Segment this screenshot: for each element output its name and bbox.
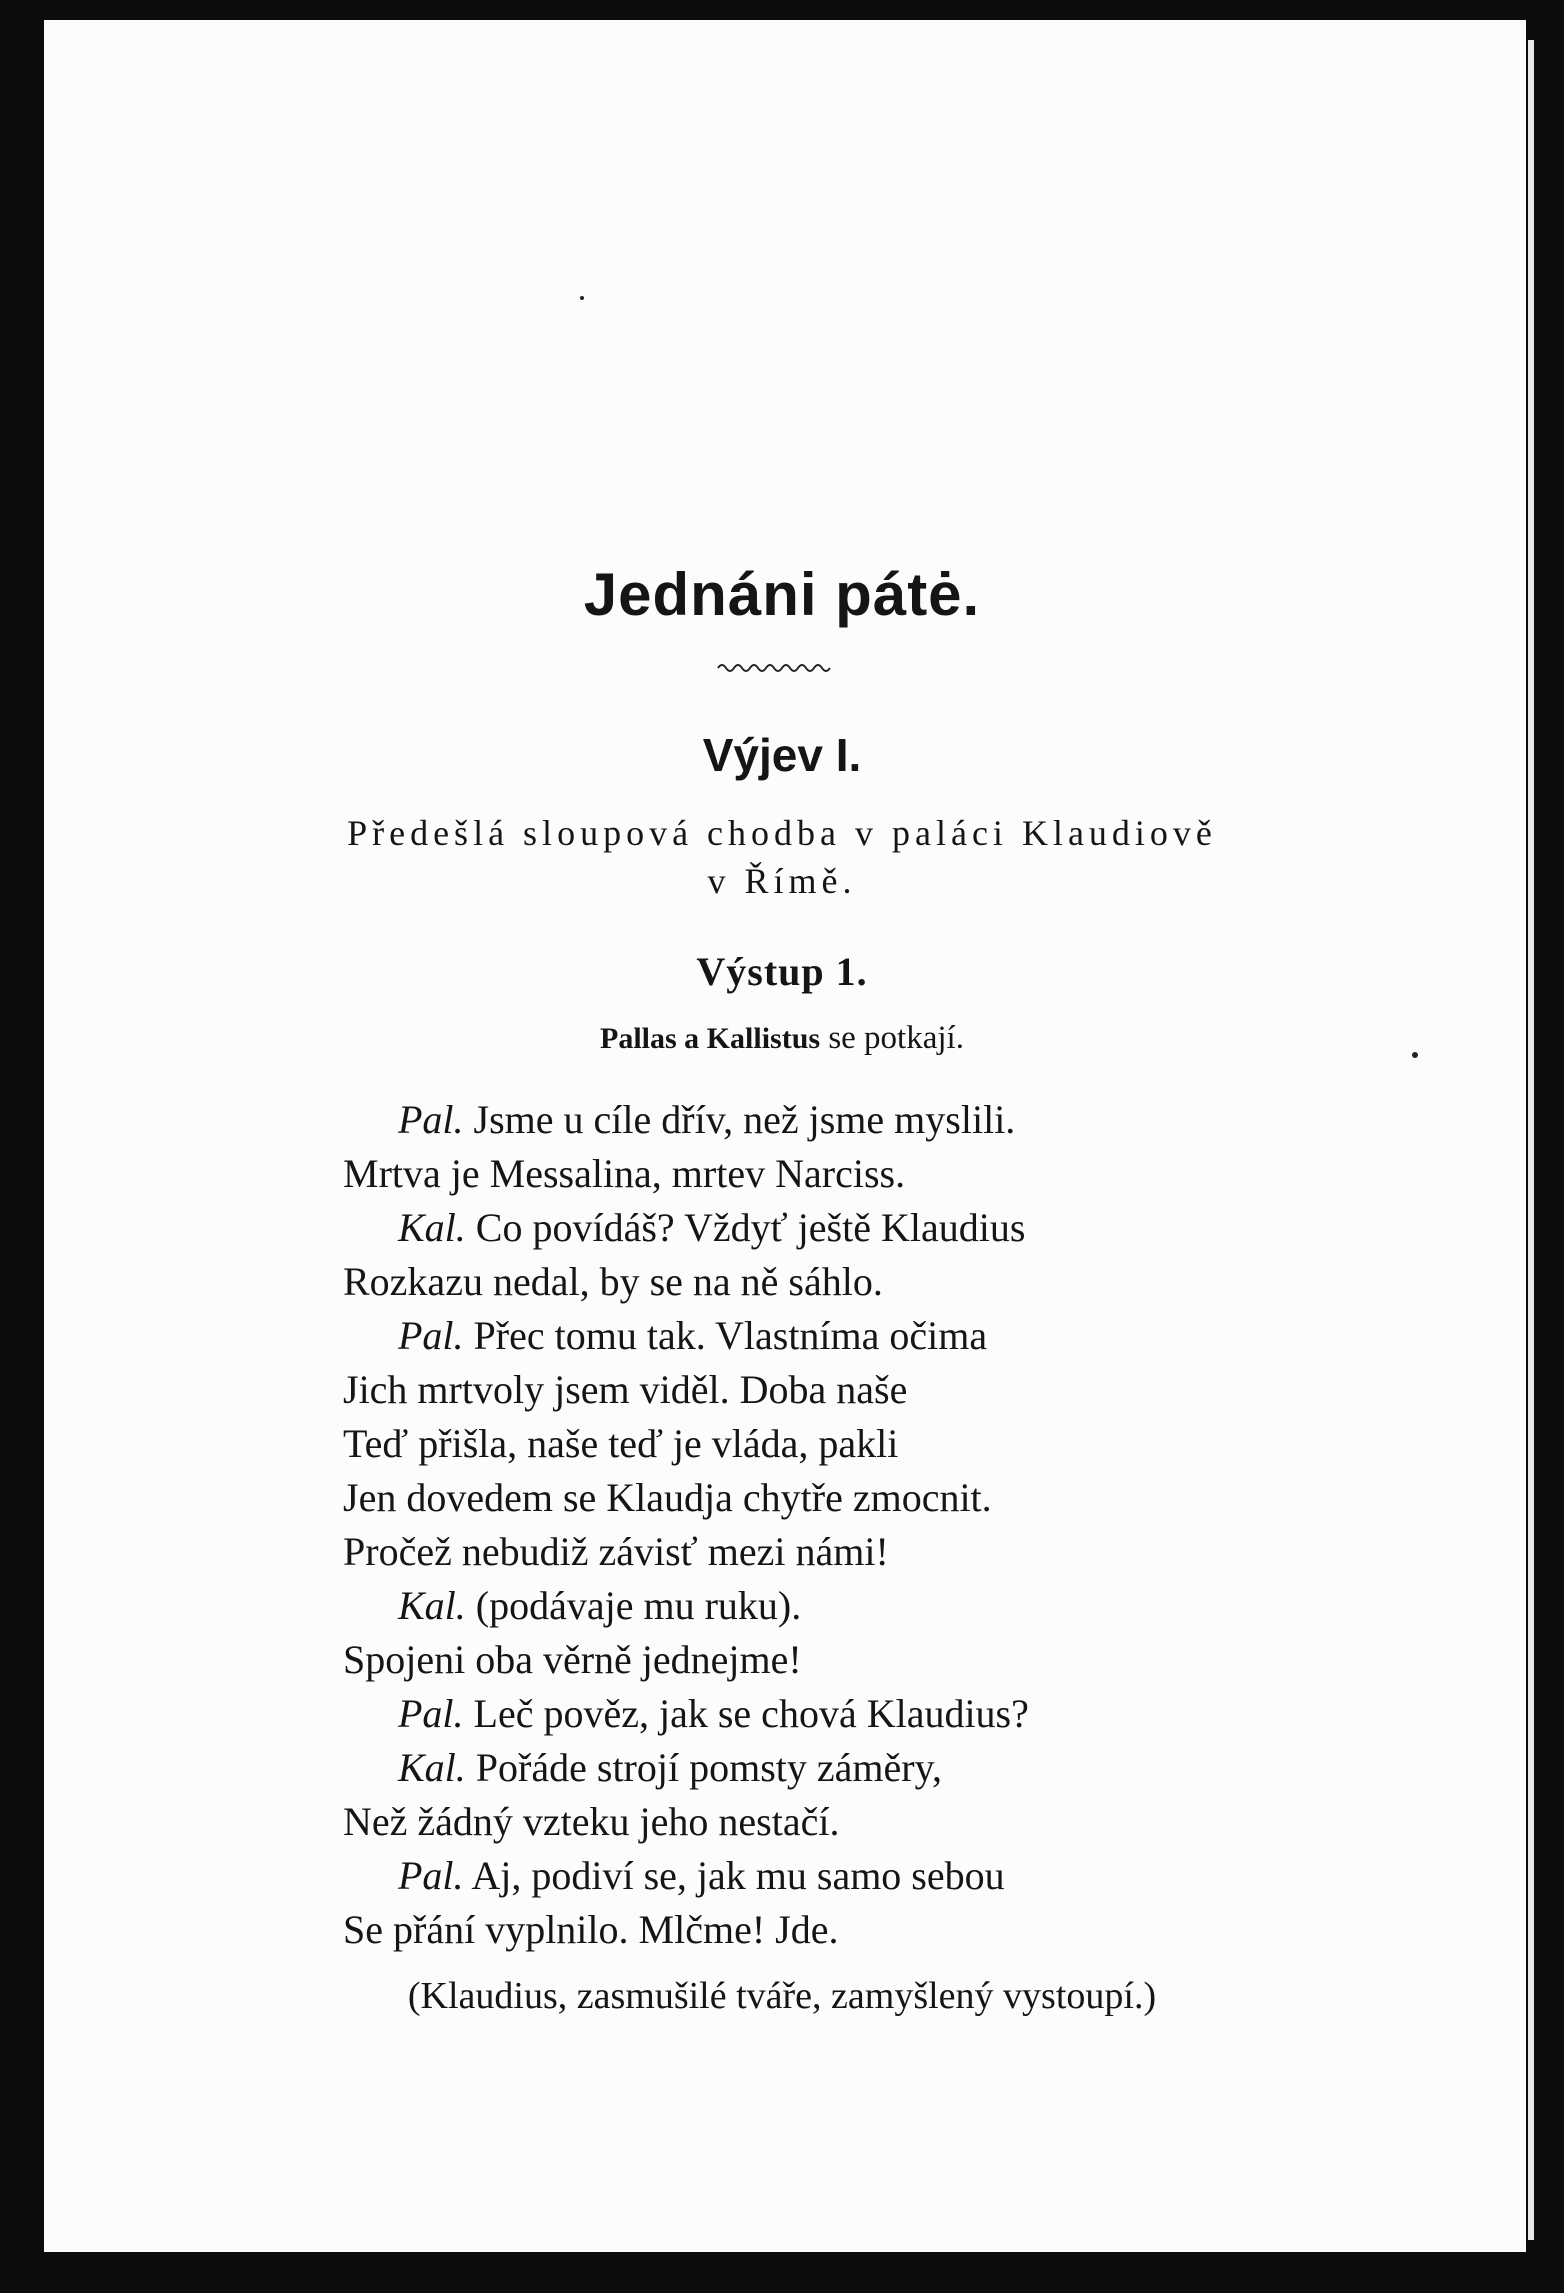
verse-line [343,1636,802,1683]
verse-line [398,1312,987,1359]
verse-line [398,1852,1005,1899]
verse-text: (podávaje mu ruku). [475,1583,802,1628]
speaker-label: Pal. [398,1313,464,1358]
speaker-label: Kal. [398,1745,466,1790]
verse-text: Než žádný vzteku jeho nestačí. [343,1799,840,1844]
verse-line [343,1258,883,1305]
verse-text: Aj, podiví se, jak mu samo sebou [471,1853,1005,1898]
verse-line [398,1582,801,1629]
speaker-label: Kal. [398,1205,466,1250]
verse-line [343,1366,907,1413]
meet-action: se potkají. [828,1020,964,1056]
verse-text: Rozkazu nedal, by se na ně sáhlo. [343,1259,883,1304]
print-speck [1412,1052,1418,1058]
stage-direction: (Klaudius, zasmušilé tváře, zamyšlený vystoupí.) [407,1975,1157,2017]
verse-text: Spojeni oba věrně jednejme! [343,1637,802,1682]
verse-line [343,1798,839,1845]
scene-heading: Výjev I. [702,729,862,781]
verse-line [343,1528,889,1575]
verse-line [398,1204,1025,1251]
verse-line [343,1420,898,1467]
verse-text: Mrtva je Messalina, mrtev Narciss. [343,1151,906,1196]
verse-line [398,1096,1015,1143]
speaker-label: Pal. [398,1097,464,1142]
speaker-label: Kal. [398,1583,466,1628]
verse-text: Co povídáš? Vždyť ještě Klaudius [475,1205,1026,1250]
verse-text: Leč pověz, jak se chová Klaudius? [473,1691,1029,1736]
wavy-rule-ornament [716,660,836,676]
verse-text: Se přání vyplnilo. Mlčme! Jde. [343,1907,839,1952]
act-title: Jednáni pátė. [583,561,981,628]
setting-line-1: Předešlá sloupová chodba v paláci Klaudiově [347,813,1217,853]
verse-line [343,1150,905,1197]
setting-line-2: v Římě. [707,861,857,901]
verse-text: Jich mrtvoly jsem viděl. Doba naše [343,1367,908,1412]
verse-text: Pročež nebudiž závisť mezi námi! [343,1529,889,1574]
verse-line [398,1744,942,1791]
page-edge [1528,40,1534,2240]
verse-line [343,1474,992,1521]
speaker-label: Pal. [398,1691,464,1736]
verse-line [398,1690,1029,1737]
verse-text: Přec tomu tak. Vlastníma očima [473,1313,988,1358]
verse-text: Teď přišla, naše teď je vláda, pakli [343,1421,899,1466]
character-names: Pallas a Kallistus [600,1022,821,1055]
verse-line [343,1906,838,1953]
appearance-heading: Výstup 1. [696,949,868,994]
print-speck [580,296,584,300]
verse-text: Pořáde strojí pomsty záměry, [475,1745,942,1790]
characters-meet-line [0,1020,1564,1057]
verse-text: Jsme u cíle dřív, než jsme myslili. [473,1097,1016,1142]
verse-text: Jen dovedem se Klaudja chytře zmocnit. [343,1475,992,1520]
speaker-label: Pal. [398,1853,464,1898]
